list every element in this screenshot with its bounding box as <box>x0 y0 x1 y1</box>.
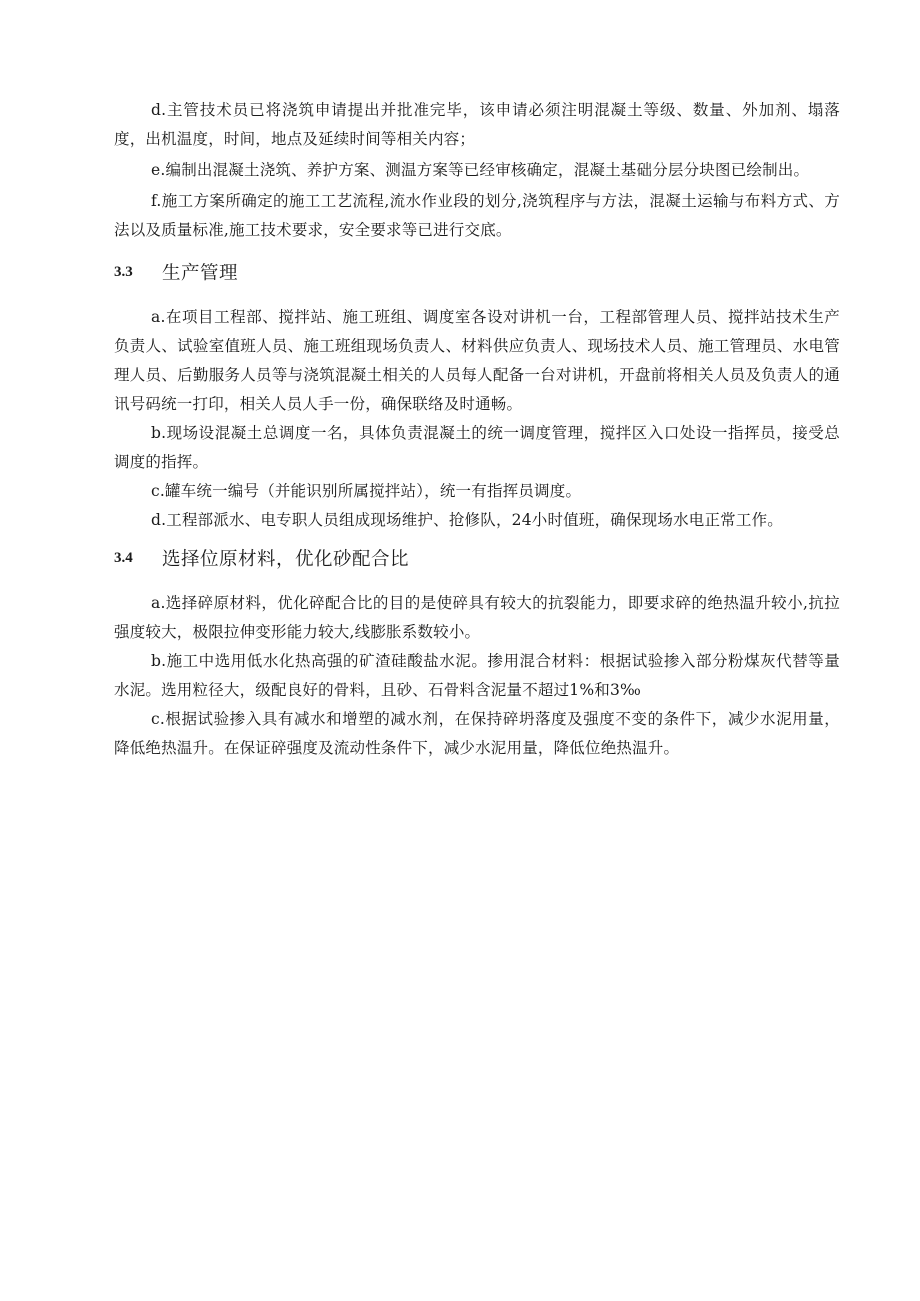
section-prev <box>114 96 840 245</box>
paragraph-c: c.罐车统一编号（并能识别所属搅拌站），统一有指挥员调度。 <box>151 482 582 500</box>
paragraph-a: a.选择碎原材料，优化碎配合比的目的是使碎具有较大的抗裂能力，即要求碎的绝热温升较小,抗拉强度较大，极限拉伸变形能力较大,线膨胀系数较小。 <box>114 594 840 641</box>
paragraph-d: d.工程部派水、电专职人员组成现场维护、抢修队，24小时值班，确保现场水电正常工作。 <box>151 511 783 529</box>
page-content <box>114 96 840 763</box>
section-3-4-heading <box>114 541 840 575</box>
paragraph-d: d.主管技术员已将浇筑申请提出并批准完毕，该申请必须注明混凝土等级、数量、外加剂、塌落度，出机温度，时间，地点及延续时间等相关内容； <box>114 101 840 148</box>
paragraph-b: b.现场设混凝土总调度一名，具体负责混凝土的统一调度管理，搅拌区入口处设一指挥员，接受总调度的指挥。 <box>114 424 840 471</box>
section-number: 3.4 <box>114 549 133 566</box>
paragraph-e: e.编制出混凝土浇筑、养护方案、测温方案等已经审核确定，混凝土基础分层分块图已绘制出。 <box>151 161 810 179</box>
section-number: 3.3 <box>114 263 133 280</box>
paragraph-c: c.根据试验掺入具有减水和增塑的减水剂，在保持碎坍落度及强度不变的条件下，减少水泥用量，降低绝热温升。在保证碎强度及流动性条件下，减少水泥用量，降低位绝热温升。 <box>114 710 840 757</box>
paragraph-f: f.施工方案所确定的施工工艺流程,流水作业段的划分,浇筑程序与方法，混凝土运输与布料方式、方法以及质量标准,施工技术要求，安全要求等已进行交底。 <box>114 192 840 239</box>
section-3-3-body <box>114 303 840 535</box>
paragraph-b: b.施工中选用低水化热高强的矿渣硅酸盐水泥。掺用混合材料：根据试验掺入部分粉煤灰代替等量水泥。选用粒径大，级配良好的骨料，且砂、石骨料含泥量不超过1%和3‰ <box>114 652 840 699</box>
paragraph-a: a.在项目工程部、搅拌站、施工班组、调度室各设对讲机一台，工程部管理人员、搅拌站技术生产负责人、试验室值班人员、施工班组现场负责人、材料供应负责人、现场技术人员、施工管理员、水电管理人员、后勤服务人员等与浇筑混凝土相关的人员每人配备一台对讲机，开盘前将相关人员及负责人的通讯号码统一打印，相关人员人手一份，确保联络及时通畅。 <box>114 308 840 413</box>
section-3-4-body <box>114 589 840 763</box>
section-title: 生产管理 <box>162 263 239 284</box>
section-title: 选择位原材料，优化砂配合比 <box>162 549 410 570</box>
section-3-3-heading <box>114 255 840 289</box>
